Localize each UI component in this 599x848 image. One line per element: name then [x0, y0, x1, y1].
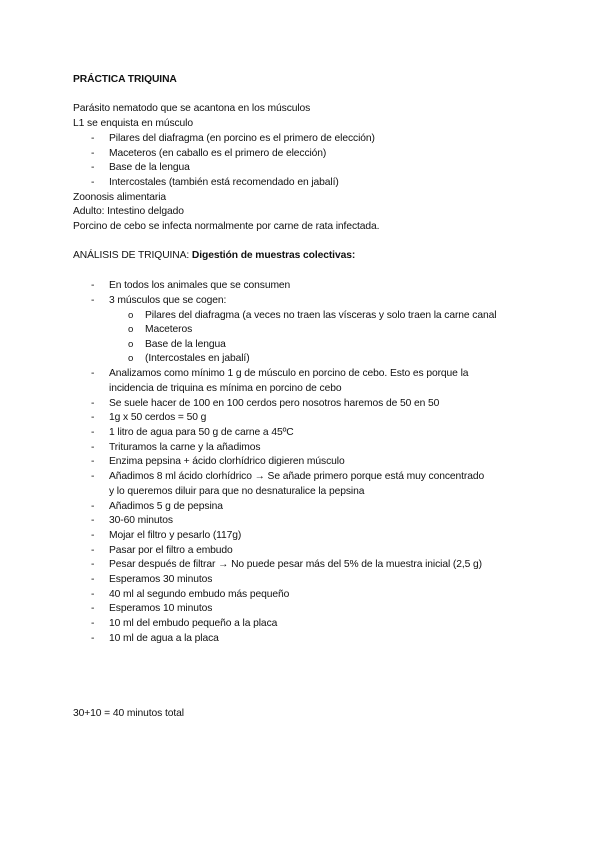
- fact-line: Adulto: Intestino delgado: [73, 206, 184, 217]
- sub-bullet-marker: o: [128, 310, 134, 321]
- location-item: Maceteros (en caballo es el primero de elección): [109, 148, 327, 159]
- location-item: Pilares del diafragma (en porcino es el primero de elección): [109, 133, 375, 144]
- intro-line: Parásito nematodo que se acantona en los músculos: [73, 103, 311, 114]
- step-item-continuation: incidencia de triquina es mínima en porcino de cebo: [109, 383, 342, 394]
- step-item: Se suele hacer de 100 en 100 cerdos pero nosotros haremos de 50 en 50: [109, 398, 440, 409]
- bullet-dash: -: [91, 545, 95, 556]
- step-item: 40 ml al segundo embudo más pequeño: [109, 589, 290, 600]
- bullet-dash: -: [91, 368, 95, 379]
- bullet-dash: -: [91, 471, 95, 482]
- section-heading-prefix: ANÁLISIS DE TRIQUINA:: [73, 250, 192, 261]
- sub-bullet-marker: o: [128, 324, 134, 335]
- bullet-dash: -: [91, 603, 95, 614]
- bullet-dash: -: [91, 412, 95, 423]
- step-item: Analizamos como mínimo 1 g de músculo en porcino de cebo. Esto es porque la: [109, 368, 469, 379]
- total-time: 30+10 = 40 minutos total: [73, 708, 184, 719]
- bullet-dash: -: [91, 501, 95, 512]
- step-item: En todos los animales que se consumen: [109, 280, 291, 291]
- bullet-dash: -: [91, 162, 95, 173]
- bullet-dash: -: [91, 618, 95, 629]
- bullet-dash: -: [91, 280, 95, 291]
- muscle-item: (Intercostales en jabalí): [145, 353, 250, 364]
- bullet-dash: -: [91, 133, 95, 144]
- step-item: 1 litro de agua para 50 g de carne a 45ºC: [109, 427, 294, 438]
- sub-bullet-marker: o: [128, 353, 134, 364]
- bullet-dash: -: [91, 295, 95, 306]
- muscle-item: Pilares del diafragma (a veces no traen las vísceras y solo traen la carne canal: [145, 310, 497, 321]
- step-item: Pesar después de filtrar → No puede pesar más del 5% de la muestra inicial (2,5 g): [109, 559, 482, 570]
- bullet-dash: -: [91, 530, 95, 541]
- bullet-dash: -: [91, 574, 95, 585]
- step-item: Pasar por el filtro a embudo: [109, 545, 233, 556]
- step-item: Trituramos la carne y la añadimos: [109, 442, 261, 453]
- step-item: 1g x 50 cerdos = 50 g: [109, 412, 207, 423]
- step-item: Mojar el filtro y pesarlo (117g): [109, 530, 242, 541]
- fact-line: Zoonosis alimentaria: [73, 192, 167, 203]
- muscle-item: Base de la lengua: [145, 339, 226, 350]
- section-heading: [73, 249, 355, 264]
- step-item: 3 músculos que se cogen:: [109, 295, 227, 306]
- bullet-dash: -: [91, 456, 95, 467]
- bullet-dash: -: [91, 559, 95, 570]
- bullet-dash: -: [91, 148, 95, 159]
- bullet-dash: -: [91, 398, 95, 409]
- step-item: Enzima pepsina + ácido clorhídrico digieren músculo: [109, 456, 345, 467]
- step-item: 30-60 minutos: [109, 515, 173, 526]
- step-item: 10 ml de agua a la placa: [109, 633, 219, 644]
- step-item: Esperamos 30 minutos: [109, 574, 213, 585]
- fact-line: Porcino de cebo se infecta normalmente por carne de rata infectada.: [73, 221, 380, 232]
- bullet-dash: -: [91, 442, 95, 453]
- location-item: Intercostales (también está recomendado en jabalí): [109, 177, 339, 188]
- sub-bullet-marker: o: [128, 339, 134, 350]
- step-item: Esperamos 10 minutos: [109, 603, 213, 614]
- section-heading-bold: Digestión de muestras colectivas:: [191, 250, 356, 261]
- step-item: Añadimos 8 ml ácido clorhídrico → Se añade primero porque está muy concentrado: [109, 471, 485, 482]
- location-item: Base de la lengua: [109, 162, 190, 173]
- step-item: 10 ml del embudo pequeño a la placa: [109, 618, 278, 629]
- step-item-continuation: y lo queremos diluir para que no desnaturalice la pepsina: [109, 486, 365, 497]
- bullet-dash: -: [91, 633, 95, 644]
- bullet-dash: -: [91, 427, 95, 438]
- step-item: Añadimos 5 g de pepsina: [109, 501, 223, 512]
- bullet-dash: -: [91, 515, 95, 526]
- intro-line: L1 se enquista en músculo: [73, 118, 193, 129]
- bullet-dash: -: [91, 177, 95, 188]
- bullet-dash: -: [91, 589, 95, 600]
- document-title: PRÁCTICA TRIQUINA: [73, 74, 177, 85]
- muscle-item: Maceteros: [145, 324, 193, 335]
